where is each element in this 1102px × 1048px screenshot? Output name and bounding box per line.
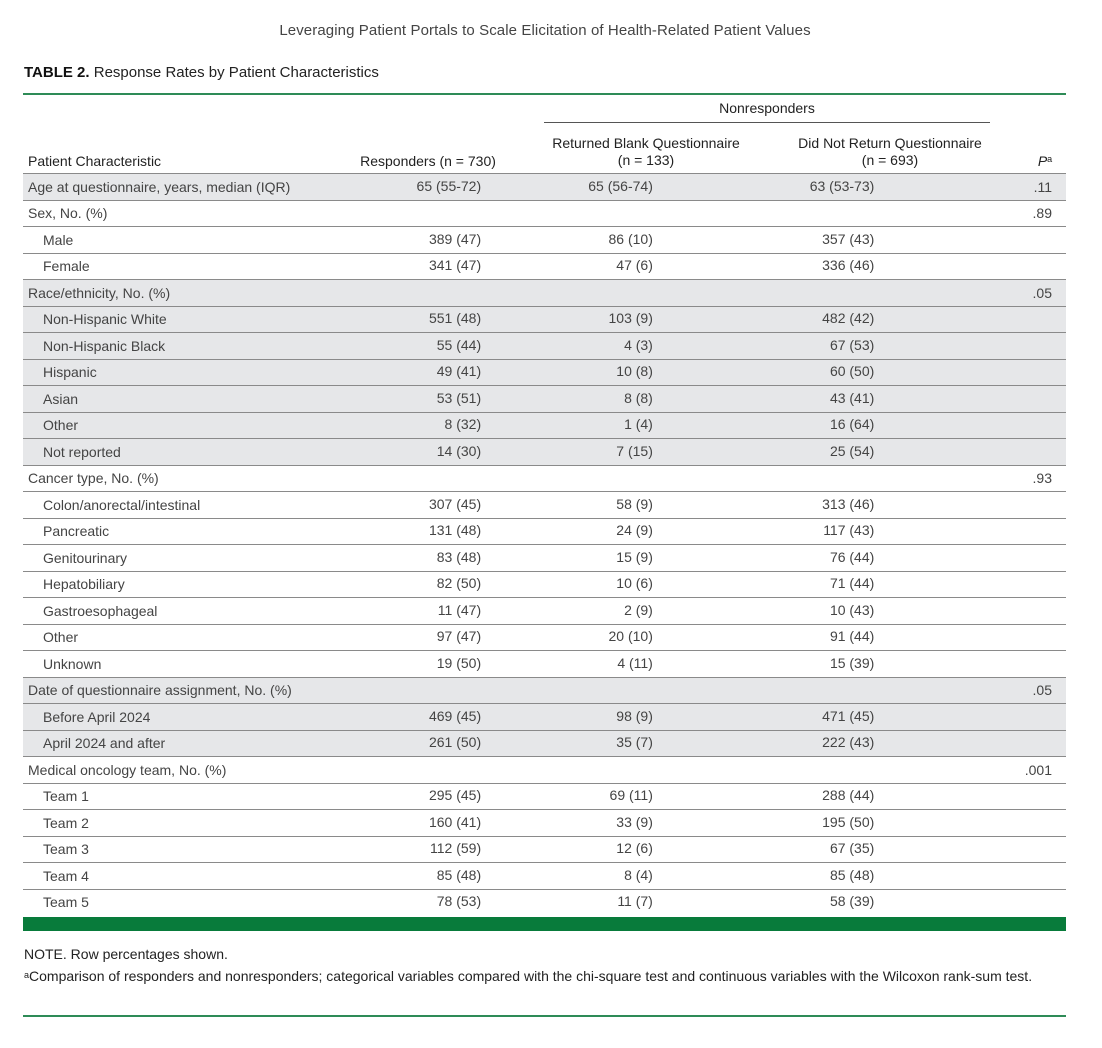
- table-label: TABLE 2.: [24, 64, 90, 81]
- header-p-label: P: [1037, 153, 1048, 169]
- responders-value: 97 (47): [436, 628, 482, 645]
- table-row: [23, 359, 1066, 386]
- responders-value: 65 (55-72): [416, 177, 482, 194]
- row-label-cell: Male: [23, 227, 372, 254]
- header-patient-characteristic: Patient Characteristic: [28, 153, 162, 169]
- p-value-cell: [1002, 518, 1066, 545]
- responders-value-cell: [372, 280, 549, 307]
- returned-blank-value: 65 (56-74): [588, 177, 653, 194]
- returned-blank-value: 103 (9): [608, 310, 653, 327]
- row-label-cell: Hepatobiliary: [23, 571, 372, 598]
- returned-blank-value: 8 (8): [624, 389, 653, 406]
- table-caption: [24, 64, 379, 81]
- returned-blank-value-cell: [549, 518, 766, 545]
- did-not-return-value-cell: [766, 677, 1002, 704]
- table-footnote: [24, 965, 1074, 987]
- responders-value: 389 (47): [428, 230, 482, 247]
- p-value-cell: [1002, 227, 1066, 254]
- responders-value-cell: [372, 677, 549, 704]
- did-not-return-value: 222 (43): [822, 734, 875, 751]
- returned-blank-value-cell: [549, 704, 766, 731]
- returned-blank-value: 15 (9): [616, 548, 653, 565]
- p-value-cell: [1002, 359, 1066, 386]
- responders-value: 307 (45): [428, 495, 482, 512]
- row-label-cell: Team 1: [23, 783, 372, 810]
- returned-blank-value-cell: [549, 174, 766, 201]
- returned-blank-value: 35 (7): [616, 734, 653, 751]
- did-not-return-value-cell: [766, 730, 1002, 757]
- returned-blank-value-cell: [549, 810, 766, 837]
- responders-value: 11 (47): [437, 601, 482, 618]
- did-not-return-value: 60 (50): [829, 363, 875, 380]
- returned-blank-value: 4 (11): [617, 654, 653, 671]
- did-not-return-value-cell: [766, 571, 1002, 598]
- p-value-cell: [1002, 333, 1066, 360]
- responders-value-cell: [372, 598, 549, 625]
- did-not-return-value-cell: [766, 492, 1002, 519]
- table-row: [23, 253, 1066, 280]
- row-label-cell: Non-Hispanic White: [23, 306, 372, 333]
- did-not-return-value-cell: [766, 863, 1002, 890]
- table-row: [23, 651, 1066, 678]
- did-not-return-value-cell: [766, 810, 1002, 837]
- responders-value-cell: [372, 624, 549, 651]
- table-row: [23, 730, 1066, 757]
- did-not-return-value: 67 (53): [829, 336, 875, 353]
- returned-blank-value-cell: [549, 889, 766, 915]
- returned-blank-value: 10 (8): [616, 363, 653, 380]
- responders-value-cell: [372, 836, 549, 863]
- row-label-cell: Race/ethnicity, No. (%): [23, 280, 372, 307]
- table-row: [23, 465, 1066, 492]
- returned-blank-value: 86 (10): [608, 230, 653, 247]
- responders-value: 295 (45): [428, 787, 482, 804]
- row-label-cell: Cancer type, No. (%): [23, 465, 372, 492]
- returned-blank-value-cell: [549, 624, 766, 651]
- returned-blank-value: 8 (4): [624, 866, 653, 883]
- running-head: Leveraging Patient Portals to Scale Elicitation of Health-Related Patient Values: [279, 22, 811, 39]
- responders-value-cell: [372, 783, 549, 810]
- header-p-value: [1030, 153, 1060, 170]
- did-not-return-value: 357 (43): [822, 230, 875, 247]
- responders-value-cell: [372, 889, 549, 915]
- returned-blank-value: 33 (9): [616, 813, 653, 830]
- did-not-return-value: 16 (64): [829, 416, 875, 433]
- returned-blank-value-cell: [549, 863, 766, 890]
- header-p-footnote-marker: a: [1047, 154, 1053, 164]
- row-label-cell: Team 4: [23, 863, 372, 890]
- responders-value-cell: [372, 227, 549, 254]
- returned-blank-value-cell: [549, 227, 766, 254]
- did-not-return-value-cell: [766, 412, 1002, 439]
- responders-value: 19 (50): [436, 654, 482, 671]
- did-not-return-value: 195 (50): [822, 813, 875, 830]
- returned-blank-value-cell: [549, 598, 766, 625]
- table-row: [23, 306, 1066, 333]
- returned-blank-value: 4 (3): [624, 336, 653, 353]
- row-label-cell: Genitourinary: [23, 545, 372, 572]
- responders-value-cell: [372, 518, 549, 545]
- responders-value: 341 (47): [428, 257, 482, 274]
- table-row: [23, 200, 1066, 227]
- responders-value-cell: [372, 571, 549, 598]
- did-not-return-value-cell: [766, 889, 1002, 915]
- table-row: [23, 386, 1066, 413]
- did-not-return-value: 76 (44): [829, 548, 875, 565]
- row-label-cell: Other: [23, 624, 372, 651]
- p-value-cell: .11: [1002, 174, 1066, 201]
- row-label-cell: Medical oncology team, No. (%): [23, 757, 372, 784]
- table-row: [23, 333, 1066, 360]
- table-row: [23, 545, 1066, 572]
- did-not-return-value: 67 (35): [829, 840, 875, 857]
- did-not-return-value: 117 (43): [823, 522, 875, 539]
- returned-blank-value-cell: [549, 730, 766, 757]
- responders-value: 551 (48): [428, 310, 482, 327]
- responders-value-cell: [372, 200, 549, 227]
- p-value-cell: [1002, 492, 1066, 519]
- returned-blank-value: 12 (6): [616, 840, 653, 857]
- table-row: [23, 598, 1066, 625]
- table-top-rule: [23, 93, 1066, 95]
- did-not-return-value-cell: [766, 386, 1002, 413]
- responders-value: 160 (41): [428, 813, 482, 830]
- returned-blank-value-cell: [549, 651, 766, 678]
- did-not-return-value: 71 (44): [829, 575, 875, 592]
- header-group-nonresponders: Nonresponders: [719, 100, 815, 116]
- did-not-return-value-cell: [766, 227, 1002, 254]
- header-returned-blank-title: Returned Blank Questionnaire: [552, 135, 740, 151]
- p-value-cell: .89: [1002, 200, 1066, 227]
- did-not-return-value: 85 (48): [829, 866, 875, 883]
- returned-blank-value-cell: [549, 386, 766, 413]
- row-label-cell: Unknown: [23, 651, 372, 678]
- table-end-rule: [23, 1015, 1066, 1017]
- responders-value-cell: [372, 306, 549, 333]
- returned-blank-value: 98 (9): [616, 707, 653, 724]
- responders-value-cell: [372, 810, 549, 837]
- did-not-return-value-cell: [766, 545, 1002, 572]
- p-value-cell: [1002, 783, 1066, 810]
- did-not-return-value-cell: [766, 704, 1002, 731]
- row-label-cell: Team 3: [23, 836, 372, 863]
- row-label-cell: Age at questionnaire, years, median (IQR): [23, 174, 372, 201]
- table-row: [23, 863, 1066, 890]
- returned-blank-value-cell: [549, 545, 766, 572]
- returned-blank-value-cell: [549, 359, 766, 386]
- did-not-return-value-cell: [766, 333, 1002, 360]
- responders-value-cell: [372, 545, 549, 572]
- table-row: [23, 174, 1066, 201]
- responders-value-cell: [372, 492, 549, 519]
- did-not-return-value: 10 (43): [829, 601, 875, 618]
- p-value-cell: [1002, 651, 1066, 678]
- responders-value-cell: [372, 359, 549, 386]
- table-row: [23, 757, 1066, 784]
- responders-value: 82 (50): [436, 575, 482, 592]
- returned-blank-value-cell: [549, 783, 766, 810]
- row-label-cell: Gastroesophageal: [23, 598, 372, 625]
- p-value-cell: .05: [1002, 280, 1066, 307]
- table-row: [23, 227, 1066, 254]
- p-value-cell: [1002, 253, 1066, 280]
- responders-value-cell: [372, 863, 549, 890]
- p-value-cell: [1002, 598, 1066, 625]
- row-label-cell: Team 2: [23, 810, 372, 837]
- did-not-return-value-cell: [766, 439, 1002, 466]
- row-label-cell: Pancreatic: [23, 518, 372, 545]
- did-not-return-value-cell: [766, 280, 1002, 307]
- footnote-text: Comparison of responders and nonresponders; categorical variables compared with the chi-square test and continuous variables with the Wilcoxon rank-sum test.: [29, 968, 1033, 984]
- did-not-return-value: 471 (45): [822, 707, 875, 724]
- table-row: [23, 280, 1066, 307]
- did-not-return-value-cell: [766, 651, 1002, 678]
- p-value-cell: [1002, 306, 1066, 333]
- did-not-return-value: 15 (39): [829, 654, 875, 671]
- header-returned-blank: [538, 135, 754, 169]
- responders-value-cell: [372, 757, 549, 784]
- returned-blank-value: 11 (7): [617, 893, 653, 910]
- returned-blank-value-cell: [549, 677, 766, 704]
- row-label-cell: Sex, No. (%): [23, 200, 372, 227]
- p-value-cell: [1002, 571, 1066, 598]
- responders-value: 112 (59): [430, 840, 482, 857]
- returned-blank-value: 58 (9): [616, 495, 653, 512]
- returned-blank-value-cell: [549, 280, 766, 307]
- returned-blank-value-cell: [549, 412, 766, 439]
- returned-blank-value-cell: [549, 306, 766, 333]
- returned-blank-value-cell: [549, 492, 766, 519]
- row-label-cell: Team 5: [23, 889, 372, 915]
- table-row: [23, 783, 1066, 810]
- returned-blank-value: 69 (11): [609, 787, 653, 804]
- returned-blank-value: 24 (9): [616, 522, 653, 539]
- returned-blank-value-cell: [549, 465, 766, 492]
- did-not-return-value-cell: [766, 518, 1002, 545]
- p-value-cell: [1002, 810, 1066, 837]
- returned-blank-value-cell: [549, 439, 766, 466]
- responders-value: 53 (51): [436, 389, 482, 406]
- row-label-cell: Hispanic: [23, 359, 372, 386]
- row-label-cell: Asian: [23, 386, 372, 413]
- row-label-cell: Non-Hispanic Black: [23, 333, 372, 360]
- table-row: [23, 836, 1066, 863]
- returned-blank-value-cell: [549, 333, 766, 360]
- did-not-return-value: 336 (46): [822, 257, 875, 274]
- returned-blank-value-cell: [549, 571, 766, 598]
- p-value-cell: [1002, 624, 1066, 651]
- header-responders: Responders (n = 730): [360, 153, 496, 169]
- table-row: [23, 677, 1066, 704]
- row-label-cell: Date of questionnaire assignment, No. (%): [23, 677, 372, 704]
- results-table-body: [23, 174, 1066, 916]
- p-value-cell: .001: [1002, 757, 1066, 784]
- returned-blank-value: 20 (10): [608, 628, 653, 645]
- did-not-return-value: 482 (42): [822, 310, 875, 327]
- responders-value: 8 (32): [444, 416, 482, 433]
- table-row: [23, 412, 1066, 439]
- responders-value: 83 (48): [436, 548, 482, 565]
- returned-blank-value: 2 (9): [624, 601, 653, 618]
- responders-value: 55 (44): [436, 336, 482, 353]
- p-value-cell: [1002, 836, 1066, 863]
- responders-value: 131 (48): [428, 522, 482, 539]
- table-title: Response Rates by Patient Characteristics: [93, 64, 379, 81]
- did-not-return-value: 288 (44): [822, 787, 875, 804]
- table-row: [23, 492, 1066, 519]
- responders-value-cell: [372, 412, 549, 439]
- p-value-cell: [1002, 704, 1066, 731]
- responders-value-cell: [372, 333, 549, 360]
- did-not-return-value-cell: [766, 836, 1002, 863]
- did-not-return-value-cell: [766, 253, 1002, 280]
- responders-value-cell: [372, 174, 549, 201]
- returned-blank-value: 47 (6): [616, 257, 653, 274]
- responders-value-cell: [372, 439, 549, 466]
- did-not-return-value-cell: [766, 783, 1002, 810]
- row-label-cell: Female: [23, 253, 372, 280]
- row-label-cell: Not reported: [23, 439, 372, 466]
- p-value-cell: .93: [1002, 465, 1066, 492]
- p-value-cell: [1002, 386, 1066, 413]
- returned-blank-value-cell: [549, 757, 766, 784]
- row-label-cell: Before April 2024: [23, 704, 372, 731]
- table-note: NOTE. Row percentages shown.: [24, 946, 228, 962]
- responders-value-cell: [372, 386, 549, 413]
- row-label-cell: Colon/anorectal/intestinal: [23, 492, 372, 519]
- header-did-not-return-title: Did Not Return Questionnaire: [798, 135, 982, 151]
- table-row: [23, 439, 1066, 466]
- responders-value-cell: [372, 253, 549, 280]
- did-not-return-value-cell: [766, 200, 1002, 227]
- returned-blank-value: 1 (4): [624, 416, 653, 433]
- p-value-cell: [1002, 863, 1066, 890]
- table-row: [23, 624, 1066, 651]
- responders-value: 14 (30): [436, 442, 482, 459]
- did-not-return-value-cell: [766, 757, 1002, 784]
- did-not-return-value-cell: [766, 465, 1002, 492]
- responders-value-cell: [372, 651, 549, 678]
- did-not-return-value: 25 (54): [829, 442, 875, 459]
- responders-value: 49 (41): [436, 363, 482, 380]
- did-not-return-value: 58 (39): [829, 893, 875, 910]
- did-not-return-value-cell: [766, 174, 1002, 201]
- responders-value-cell: [372, 704, 549, 731]
- returned-blank-value: 10 (6): [616, 575, 653, 592]
- table-row: [23, 810, 1066, 837]
- table-row: [23, 889, 1066, 915]
- table-row: [23, 704, 1066, 731]
- header-returned-blank-n: (n = 133): [617, 152, 675, 168]
- header-group-rule: [544, 122, 990, 123]
- responders-value: 78 (53): [436, 893, 482, 910]
- p-value-cell: [1002, 730, 1066, 757]
- did-not-return-value: 313 (46): [822, 495, 875, 512]
- table-bottom-bar: [23, 917, 1066, 931]
- did-not-return-value-cell: [766, 306, 1002, 333]
- responders-value: 261 (50): [428, 734, 482, 751]
- returned-blank-value: 7 (15): [616, 442, 653, 459]
- row-label-cell: April 2024 and after: [23, 730, 372, 757]
- header-did-not-return-n: (n = 693): [861, 152, 919, 168]
- header-did-not-return: [780, 135, 1000, 169]
- returned-blank-value-cell: [549, 200, 766, 227]
- did-not-return-value-cell: [766, 359, 1002, 386]
- table-row: [23, 571, 1066, 598]
- responders-value: 85 (48): [436, 866, 482, 883]
- p-value-cell: [1002, 889, 1066, 915]
- returned-blank-value-cell: [549, 836, 766, 863]
- footnote-marker: a: [24, 970, 30, 980]
- did-not-return-value-cell: [766, 624, 1002, 651]
- table-row: [23, 518, 1066, 545]
- row-label-cell: Other: [23, 412, 372, 439]
- did-not-return-value: 63 (53-73): [809, 177, 875, 194]
- responders-value: 469 (45): [428, 707, 482, 724]
- did-not-return-value: 91 (44): [829, 628, 875, 645]
- did-not-return-value: 43 (41): [829, 389, 875, 406]
- p-value-cell: [1002, 545, 1066, 572]
- p-value-cell: .05: [1002, 677, 1066, 704]
- returned-blank-value-cell: [549, 253, 766, 280]
- p-value-cell: [1002, 412, 1066, 439]
- responders-value-cell: [372, 730, 549, 757]
- results-table: [23, 173, 1066, 915]
- p-value-cell: [1002, 439, 1066, 466]
- did-not-return-value-cell: [766, 598, 1002, 625]
- responders-value-cell: [372, 465, 549, 492]
